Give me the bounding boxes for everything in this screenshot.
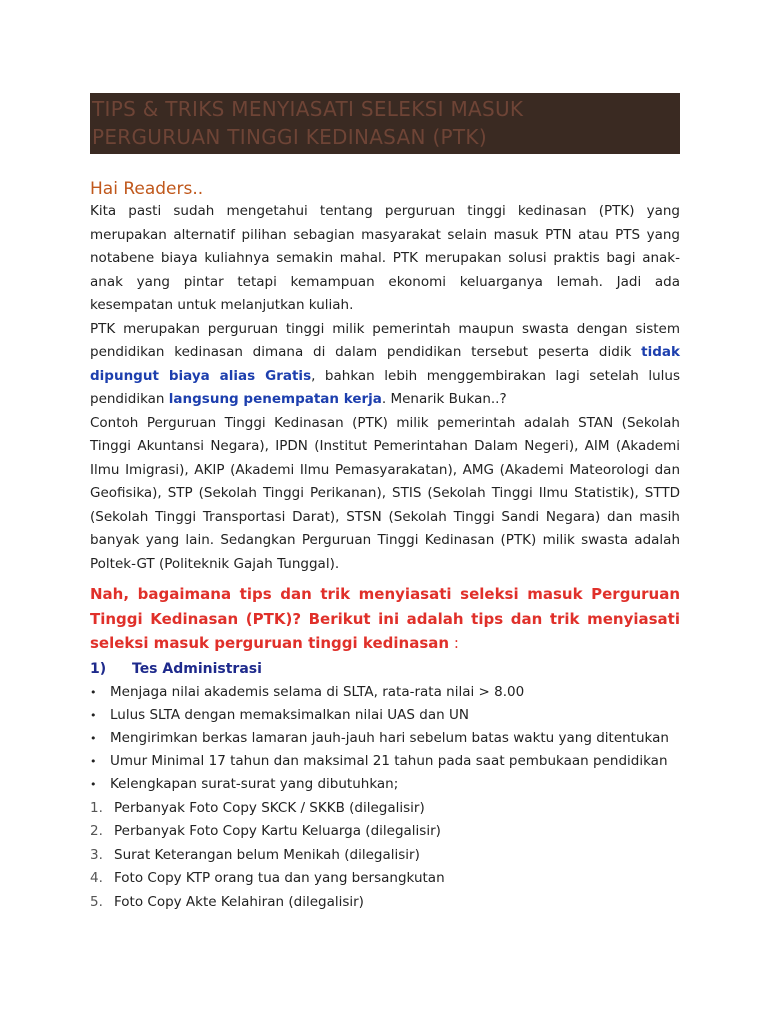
tips-intro-paragraph bbox=[90, 582, 680, 656]
list-item bbox=[90, 867, 680, 891]
section-number: 1) bbox=[90, 660, 107, 677]
ptk-examples-paragraph: Contoh Perguruan Tinggi Kedinasan (PTK) milik pemerintah adalah STAN (Sekolah Tinggi Akuntansi Negara), IPDN (Institut Pemerintahan Dalam Negeri), AIM (Akademi Ilmu Imigrasi), AKIP (Akademi Ilmu Pemasyarakatan), AMG (Akademi Mateorologi dan Geofisika), STP (Sekolah Tinggi Perikanan), STIS (Sekolah Tinggi Ilmu Statistik), STTD (Sekolah Tinggi Transportasi Darat), STSN (Sekolah Tinggi Sandi Negara) dan masih banyak yang lain. Sedangkan Perguruan Tinggi Kedinasan (PTK) milik swasta adalah Poltek-GT (Politeknik Gajah Tunggal). bbox=[90, 414, 680, 572]
list-item bbox=[90, 820, 680, 844]
list-item-number: 2. bbox=[90, 823, 103, 840]
list-item bbox=[90, 727, 680, 750]
list-item bbox=[90, 844, 680, 868]
list-item-text: Lulus SLTA dengan memaksimalkan nilai UAS dan UN bbox=[110, 706, 469, 723]
highlight-free-tuition: tidak dipungut biaya alias Gratis bbox=[90, 344, 680, 384]
bullet-icon: • bbox=[90, 731, 97, 745]
title-banner bbox=[90, 93, 680, 154]
greeting: Hai Readers.. bbox=[90, 179, 204, 199]
list-item bbox=[90, 681, 680, 704]
section-heading-administrasi bbox=[90, 658, 680, 680]
list-item bbox=[90, 750, 680, 773]
list-item-text: Perbanyak Foto Copy SKCK / SKKB (dilegalisir) bbox=[114, 799, 425, 816]
ptk-description-paragraph bbox=[90, 318, 680, 412]
list-item-text: Perbanyak Foto Copy Kartu Keluarga (dilegalisir) bbox=[114, 823, 441, 840]
list-item-number: 5. bbox=[90, 893, 103, 910]
requirements-bullet-list bbox=[90, 681, 680, 797]
paragraph2-part3: . Menarik Bukan..? bbox=[381, 391, 507, 407]
list-item bbox=[90, 704, 680, 727]
intro-paragraph: Kita pasti sudah mengetahui tentang perguruan tinggi kedinasan (PTK) yang merupakan alternatif pilihan sebagian masyarakat selain masuk PTN atau PTS yang notabene biaya kuliahnya semakin mahal. PTK merupakan solusi praktis bagi anak-anak yang pintar tetapi kemampuan ekonomi keluarganya lemah. Jadi ada kesempatan untuk melanjutkan kuliah. bbox=[90, 203, 680, 313]
bullet-icon: • bbox=[90, 755, 97, 769]
list-item-text: Mengirimkan berkas lamaran jauh-jauh hari sebelum batas waktu yang ditentukan bbox=[110, 729, 669, 746]
documents-numbered-list bbox=[90, 797, 680, 915]
page-title bbox=[92, 95, 678, 151]
bullet-icon: • bbox=[90, 685, 97, 699]
bullet-icon: • bbox=[90, 708, 97, 722]
paragraph2-part2: , bahkan lebih menggembirakan lagi setelah lulus pendidikan bbox=[90, 367, 681, 407]
highlight-job-placement: langsung penempatan kerja bbox=[168, 391, 382, 407]
title-line-2: PERGURUAN TINGGI KEDINASAN (PTK) bbox=[92, 125, 487, 149]
document-page bbox=[90, 93, 680, 914]
section-title: Tes Administrasi bbox=[132, 660, 262, 677]
list-item-text: Surat Keterangan belum Menikah (dilegalisir) bbox=[114, 846, 420, 863]
list-item-text: Foto Copy KTP orang tua dan yang bersangkutan bbox=[114, 870, 445, 887]
title-line-1: TIPS & TRIKS MENYIASATI SELEKSI MASUK bbox=[92, 97, 524, 121]
list-item-number: 3. bbox=[90, 846, 103, 863]
list-item-number: 1. bbox=[90, 799, 103, 816]
list-item-text: Umur Minimal 17 tahun dan maksimal 21 tahun pada saat pembukaan pendidikan bbox=[110, 753, 668, 770]
tips-intro-text: Nah, bagaimana tips dan trik menyiasati seleksi masuk Perguruan Tinggi Kedinasan (PTK)? Berikut ini adalah tips dan trik menyiasati seleksi masuk perguruan tinggi kedinasan bbox=[90, 585, 680, 652]
paragraph2-part1: PTK merupakan perguruan tinggi milik pemerintah maupun swasta dengan sistem pendidikan kedinasan dimana di dalam pendidikan tersebut peserta didik bbox=[90, 320, 680, 360]
list-item bbox=[90, 797, 680, 821]
list-item bbox=[90, 891, 680, 915]
list-item-text: Menjaga nilai akademis selama di SLTA, rata-rata nilai > 8.00 bbox=[110, 683, 525, 700]
tips-intro-colon: : bbox=[449, 634, 459, 652]
list-item-number: 4. bbox=[90, 870, 103, 887]
bullet-icon: • bbox=[90, 778, 97, 792]
list-item-text: Kelengkapan surat-surat yang dibutuhkan; bbox=[110, 776, 399, 793]
list-item bbox=[90, 773, 680, 796]
list-item-text: Foto Copy Akte Kelahiran (dilegalisir) bbox=[114, 893, 364, 910]
